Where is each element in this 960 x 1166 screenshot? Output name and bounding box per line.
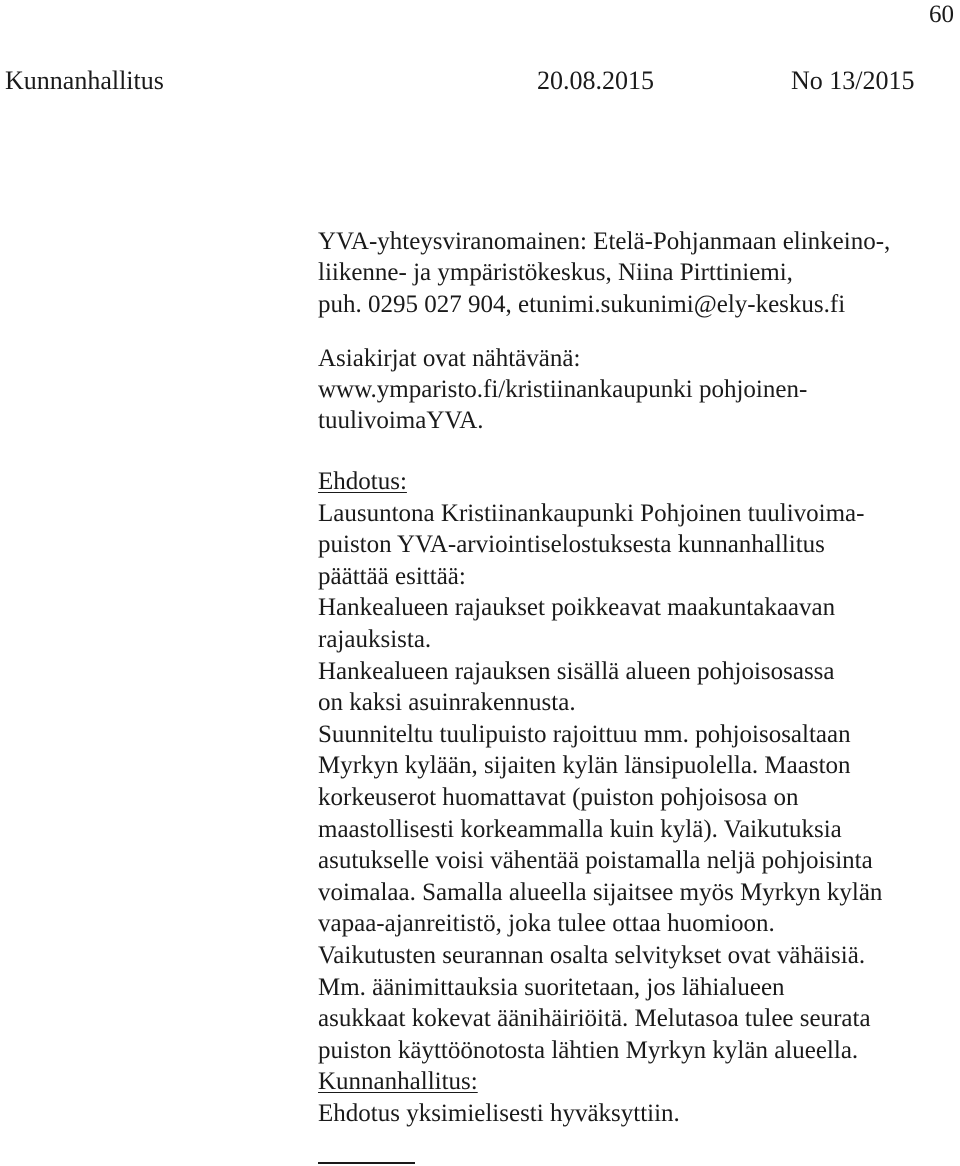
section-divider bbox=[318, 1162, 415, 1164]
contact-line: puh. 0295 027 904, etunimi.sukunimi@ely-keskus.fi bbox=[318, 290, 846, 318]
proposal-line: asukkaat kokevat äänihäiriöitä. Melutasoa tulee seurata bbox=[318, 1005, 871, 1033]
header-date: 20.08.2015 bbox=[537, 66, 654, 95]
proposal-line: puiston YVA-arviointiselostuksesta kunnanhallitus bbox=[318, 531, 825, 559]
proposal-line: Suunniteltu tuulipuisto rajoittuu mm. pohjoisosaltaan bbox=[318, 720, 851, 748]
proposal-line: Hankealueen rajauksen sisällä alueen pohjoisosassa bbox=[318, 657, 835, 685]
proposal-line: vapaa-ajanreitistö, joka tulee ottaa huomioon. bbox=[318, 910, 775, 938]
header-organ: Kunnanhallitus bbox=[5, 66, 164, 95]
page-number: 60 bbox=[929, 1, 954, 28]
proposal-line: Hankealueen rajaukset poikkeavat maakuntakaavan bbox=[318, 594, 836, 622]
proposal-line: on kaksi asuinrakennusta. bbox=[318, 689, 576, 717]
proposal-line: korkeuserot huomattavat (puiston pohjoisosa on bbox=[318, 783, 799, 811]
proposal-line: Myrkyn kylään, sijaiten kylän länsipuolella. Maaston bbox=[318, 752, 851, 780]
proposal-line: puiston käyttöönotosta lähtien Myrkyn kylän alueella. bbox=[318, 1036, 859, 1064]
proposal-line: voimalaa. Samalla alueella sijaitsee myös Myrkyn kylän bbox=[318, 878, 883, 906]
decision-heading: Kunnanhallitus: bbox=[318, 1068, 478, 1096]
header-meeting-number: No 13/2015 bbox=[791, 66, 915, 95]
documents-line: tuulivoimaYVA. bbox=[318, 407, 484, 435]
proposal-line: rajauksista. bbox=[318, 625, 432, 653]
proposal-section bbox=[318, 466, 882, 1129]
proposal-line: päättää esittää: bbox=[318, 562, 466, 590]
proposal-heading: Ehdotus: bbox=[318, 468, 407, 495]
proposal-line: Vaikutusten seurannan osalta selvitykset ovat vähäisiä. bbox=[318, 941, 866, 969]
proposal-line: Lausuntona Kristiinankaupunki Pohjoinen tuulivoima- bbox=[318, 499, 865, 527]
documents-line: Asiakirjat ovat nähtävänä: bbox=[318, 344, 581, 372]
decision-text: Ehdotus yksimielisesti hyväksyttiin. bbox=[318, 1099, 680, 1127]
documents-line: www.ymparisto.fi/kristiinankaupunki pohjoinen- bbox=[318, 376, 808, 404]
proposal-line: maastollisesti korkeammalla kuin kylä). Vaikutuksia bbox=[318, 815, 842, 843]
contact-block bbox=[318, 226, 890, 437]
contact-line: YVA-yhteysviranomainen: Etelä-Pohjanmaan elinkeino-, bbox=[318, 228, 891, 255]
proposal-line: asutukselle voisi vähentää poistamalla neljä pohjoisinta bbox=[318, 847, 873, 875]
proposal-line: Mm. äänimittauksia suoritetaan, jos lähialueen bbox=[318, 973, 785, 1001]
contact-line: liikenne- ja ympäristökeskus, Niina Pirttiniemi, bbox=[318, 259, 793, 287]
